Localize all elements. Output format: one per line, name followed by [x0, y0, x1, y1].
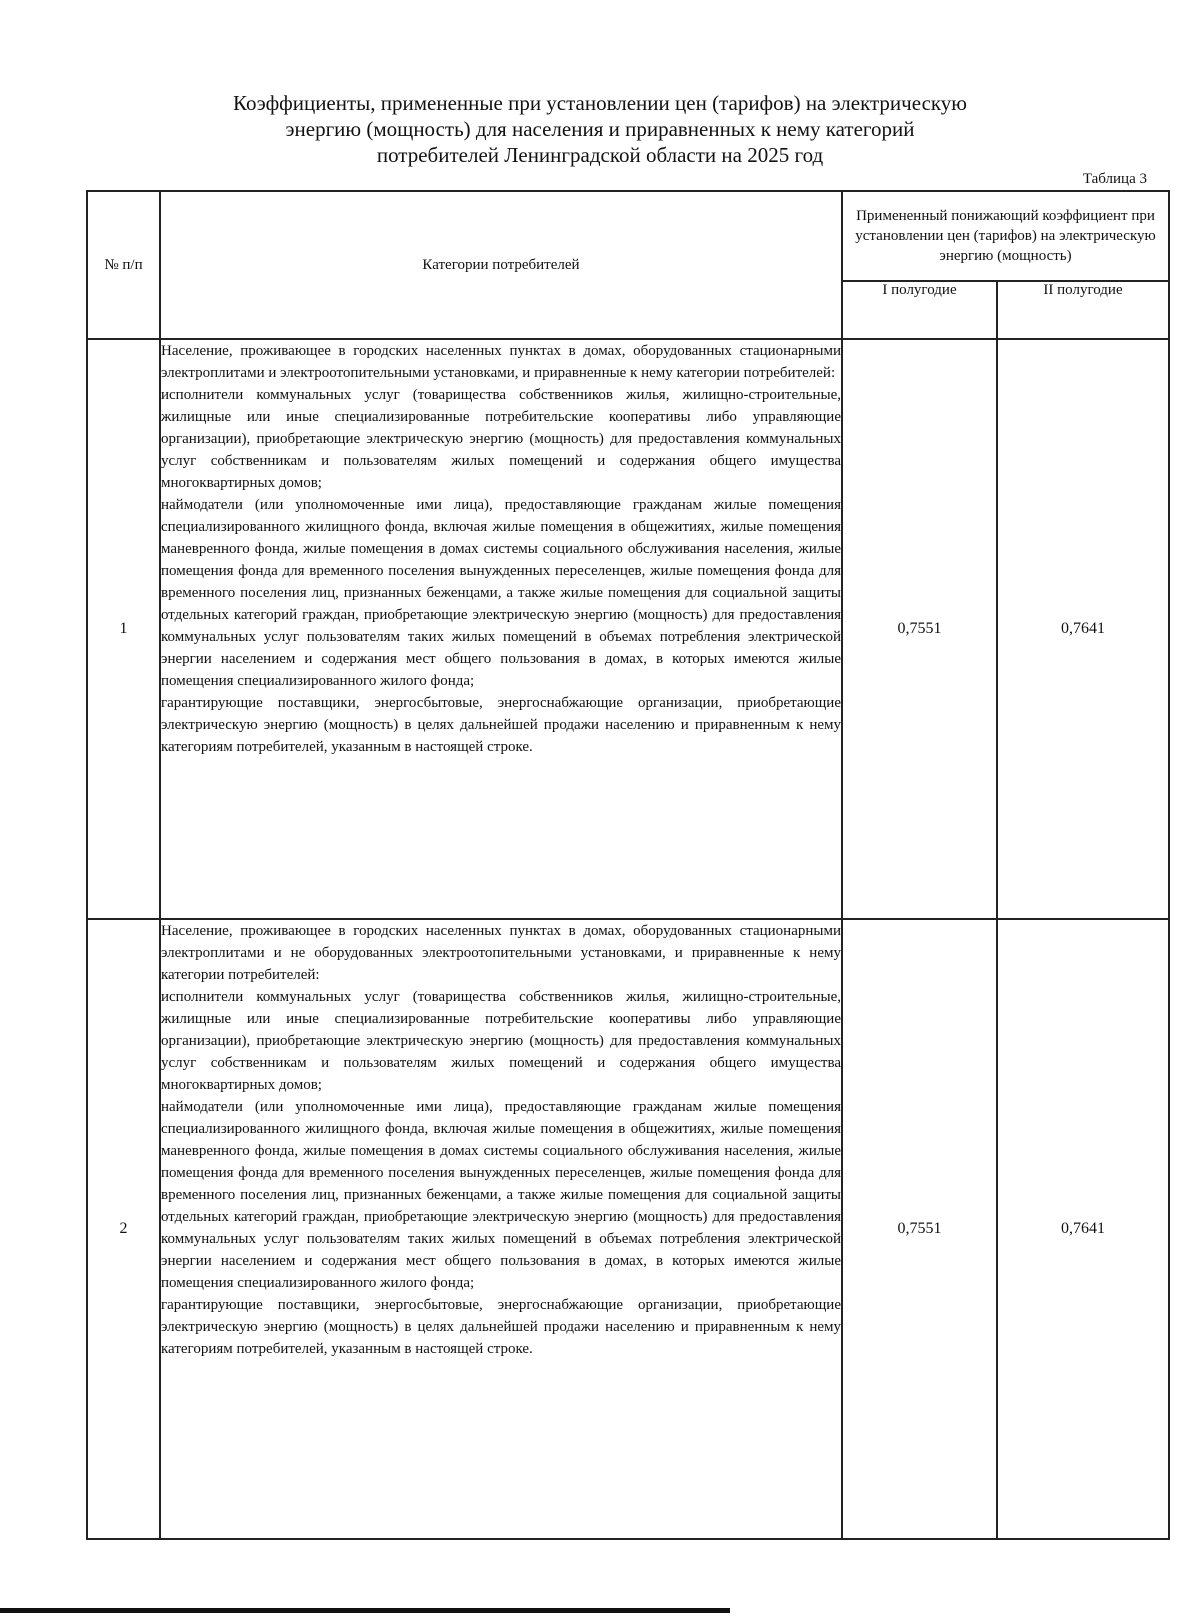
category-paragraph: Население, проживающее в городских населенных пунктах в домах, оборудованных стационарными электроплитами и электроотопительными установками, и приравненные к нему категории потребителей: — [161, 343, 841, 381]
header-number: № п/п — [87, 191, 160, 339]
table-header-row — [87, 191, 1169, 281]
category-paragraph: исполнители коммунальных услуг (товарищества собственников жилья, жилищно-строительные, жилищные или иные специализированные потребительские кооперативы либо управляющие организации), приобретающие электрическую энергию (мощность) для предоставления коммунальных услуг собственникам и пользователям жилых помещений и содержания общего имущества многоквартирных домов; — [161, 989, 841, 1093]
row-category — [160, 339, 842, 919]
header-coefficient: Примененный понижающий коэффициент при установлении цен (тарифов) на электрическую энергию (мощность) — [842, 191, 1169, 281]
title-line-1: Коэффициенты, примененные при установлении цен (тарифов) на электрическую — [233, 91, 967, 115]
category-paragraph: гарантирующие поставщики, энергосбытовые, энергоснабжающие организации, приобретающие электрическую энергию (мощность) в целях дальнейшей продажи населению и приравненным к нему категориям потребителей, указанным в настоящей строке. — [161, 1297, 841, 1357]
row-number: 2 — [87, 919, 160, 1539]
row-category — [160, 919, 842, 1539]
header-category: Категории потребителей — [160, 191, 842, 339]
scan-edge-divider — [0, 1608, 730, 1613]
title-line-3: потребителей Ленинградской области на 2025 год — [376, 143, 824, 167]
header-half-1: I полугодие — [842, 281, 997, 339]
row-number: 1 — [87, 339, 160, 919]
category-paragraph: исполнители коммунальных услуг (товарищества собственников жилья, жилищно-строительные, жилищные или иные специализированные потребительские кооперативы либо управляющие организации), приобретающие электрическую энергию (мощность) для предоставления коммунальных услуг собственникам и пользователям жилых помещений и содержания общего имущества многоквартирных домов; — [161, 387, 841, 491]
row-value-half-2: 0,7641 — [997, 339, 1169, 919]
header-half-2: II полугодие — [997, 281, 1169, 339]
row-value-half-1: 0,7551 — [842, 339, 997, 919]
category-paragraph: наймодатели (или уполномоченные ими лица), предоставляющие гражданам жилые помещения специализированного жилищного фонда, включая жилые помещения в общежитиях, жилые помещения маневренного фонда, жилые помещения в домах системы социального обслуживания населения, жилые помещения фонда для временного поселения вынужденных переселенцев, жилые помещения фонда для временного поселения лиц, признанных беженцами, а также жилые помещения для социальной защиты отдельных категорий граждан, приобретающие электрическую энергию (мощность) для предоставления коммунальных услуг пользователям таких жилых помещений в объемах потребления электрической энергии населением и содержания мест общего пользования в домах, в которых имеются жилые помещения специализированного жилого фонда; — [161, 1099, 841, 1291]
category-paragraph: наймодатели (или уполномоченные ими лица), предоставляющие гражданам жилые помещения специализированного жилищного фонда, включая жилые помещения в общежитиях, жилые помещения маневренного фонда, жилые помещения в домах системы социального обслуживания населения, жилые помещения фонда для временного поселения вынужденных переселенцев, жилые помещения фонда для временного поселения лиц, признанных беженцами, а также жилые помещения для социальной защиты отдельных категорий граждан, приобретающие электрическую энергию (мощность) для предоставления коммунальных услуг пользователям таких жилых помещений в объемах потребления электрической энергии населением и содержания мест общего пользования в домах, в которых имеются жилые помещения специализированного жилого фонда; — [161, 497, 841, 689]
page-title — [150, 90, 1050, 168]
row-value-half-2: 0,7641 — [997, 919, 1169, 1539]
category-paragraph: Население, проживающее в городских населенных пунктах в домах, оборудованных стационарными электроплитами и не оборудованных электроотопительными установками, и приравненные к нему категории потребителей: — [161, 923, 841, 983]
table-row — [87, 919, 1169, 1539]
table-row — [87, 339, 1169, 919]
coefficients-table — [86, 190, 1170, 1540]
table-caption: Таблица 3 — [1082, 171, 1147, 187]
title-line-2: энергию (мощность) для населения и приравненных к нему категорий — [285, 117, 915, 141]
category-paragraph: гарантирующие поставщики, энергосбытовые, энергоснабжающие организации, приобретающие электрическую энергию (мощность) в целях дальнейшей продажи населению и приравненным к нему категориям потребителей, указанным в настоящей строке. — [161, 695, 841, 755]
row-value-half-1: 0,7551 — [842, 919, 997, 1539]
